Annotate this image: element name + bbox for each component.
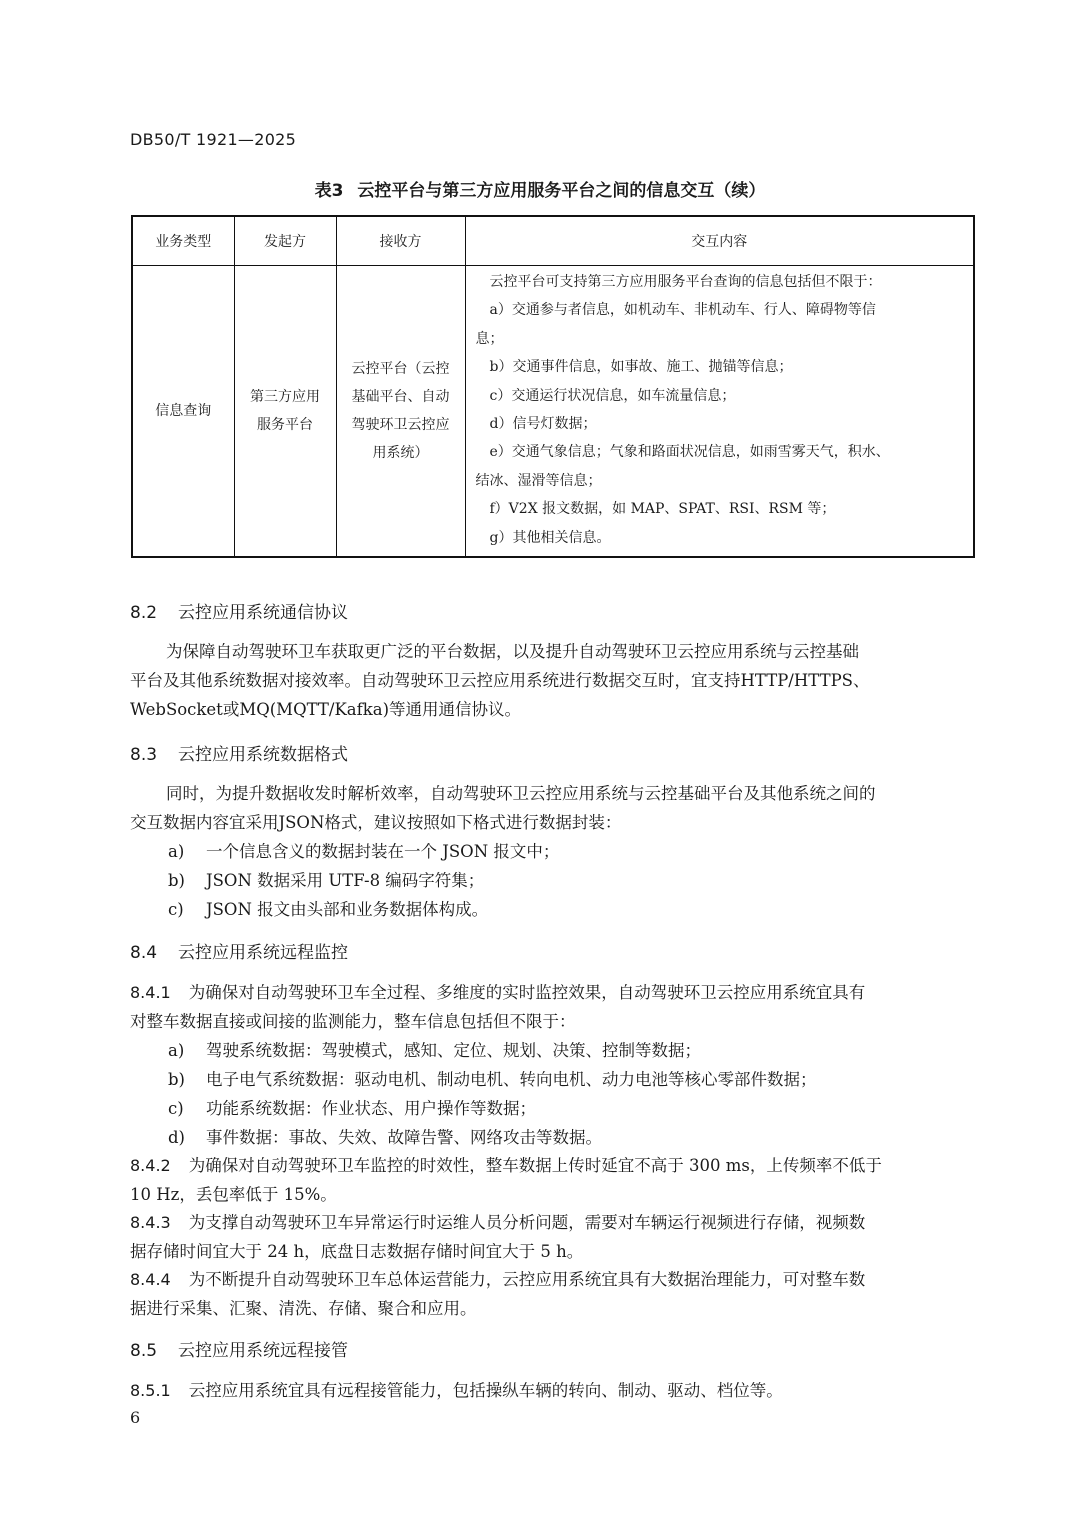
clause-text: 云控应用系统宜具有远程接管能力，包括操纵车辆的转向、制动、驱动、档位等。 [188,1381,783,1400]
header-business-type: 业务类型 [132,216,234,266]
content-line: g）其他相关信息。 [489,529,611,546]
paragraph-line: 据进行采集、汇聚、清洗、存储、聚合和应用。 [130,1299,477,1318]
content-line: f）V2X 报文数据，如 MAP、SPAT、RSI、RSM 等； [489,501,836,518]
list-marker: c) [168,900,184,919]
section-number: 8.5 [130,1341,158,1361]
paragraph-line: 为保障自动驾驶环卫车获取更广泛的平台数据，以及提升自动驾驶环卫云控应用系统与云控基础 [166,642,859,661]
list-marker: d) [168,1128,185,1147]
list-marker: a) [168,842,185,861]
section-heading-8-5 [130,1336,348,1361]
section-title: 云控应用系统通信协议 [178,603,348,623]
list-text: 一个信息含义的数据封装在一个 JSON 报文中； [206,842,560,861]
list-marker: b) [168,871,185,890]
list-text: 电子电气系统数据：驱动电机、制动电机、转向电机、动力电池等核心零部件数据； [206,1070,817,1089]
document-code-header: DB50/T 1921—2025 [130,130,297,149]
sender-line: 服务平台 [257,417,313,434]
section-number: 8.4 [130,943,158,963]
list-item [168,895,488,924]
list-item [168,866,484,895]
clause-text: 为不断提升自动驾驶环卫车总体运营能力，云控应用系统宜具有大数据治理能力，可对整车数 [188,1270,866,1289]
clause-8-4-4 [130,1265,978,1294]
list-text: 功能系统数据：作业状态、用户操作等数据； [206,1099,536,1118]
list-item [168,837,559,866]
clause-8-4-3 [130,1208,978,1237]
content-line: 云控平台可支持第三方应用服务平台查询的信息包括但不限于： [489,274,882,290]
clause-8-4-2 [130,1151,978,1180]
paragraph-line: 平台及其他系统数据对接效率。自动驾驶环卫云控应用系统进行数据交互时，宜支持HTTP/HTTPS、 [130,671,870,690]
list-text: JSON 数据采用 UTF-8 编码字符集； [206,871,485,890]
list-text: JSON 报文由头部和业务数据体构成。 [206,900,489,919]
paragraph-line: 据存储时间宜大于 24 h，底盘日志数据存储时间宜大于 5 h。 [130,1242,584,1261]
list-item [168,1123,602,1152]
clause-text: 为确保对自动驾驶环卫车监控的时效性，整车数据上传时延宜不高于 300 ms，上传频率不低于 [188,1156,882,1175]
clause-number: 8.5.1 [130,1381,171,1400]
clause-text: 为支撑自动驾驶环卫车异常运行时运维人员分析问题，需要对车辆运行视频进行存储，视频数 [188,1213,866,1232]
table-row [132,266,974,558]
section-title: 云控应用系统数据格式 [178,745,348,765]
list-text: 驾驶系统数据：驾驶模式，感知、定位、规划、决策、控制等数据； [206,1041,701,1060]
info-exchange-table [131,215,975,558]
paragraph-line: 对整车数据直接或间接的监测能力，整车信息包括但不限于： [130,1012,576,1031]
content-line: 结冰、湿滑等信息； [475,472,602,489]
content-line: d）信号灯数据； [489,416,597,433]
clause-text: 为确保对自动驾驶环卫车全过程、多维度的实时监控效果，自动驾驶环卫云控应用系统宜具有 [188,983,866,1002]
clause-number: 8.4.1 [130,983,171,1002]
paragraph-line: 同时，为提升数据收发时解析效率，自动驾驶环卫云控应用系统与云控基础平台及其他系统之间的 [166,784,876,803]
content-line: b）交通事件信息，如事故、施工、抛锚等信息； [489,359,793,376]
header-receiver: 接收方 [336,216,465,266]
content-line: c）交通运行状况信息，如车流量信息； [489,387,736,404]
section-number: 8.2 [130,603,158,623]
list-marker: b) [168,1070,185,1089]
clause-number: 8.4.2 [130,1156,171,1175]
section-heading-8-3 [130,740,348,765]
cell-business-type: 信息查询 [132,266,234,558]
section-number: 8.3 [130,745,158,765]
receiver-line: 驾驶环卫云控应 [351,417,450,434]
paragraph-line: 10 Hz，丢包率低于 15%。 [130,1185,337,1204]
receiver-line: 用系统） [372,445,429,462]
list-marker: c) [168,1099,184,1118]
cell-sender [234,266,336,558]
cell-content [465,266,974,558]
receiver-line: 云控平台（云控 [351,361,450,378]
content-line: a）交通参与者信息，如机动车、非机动车、行人、障碍物等信 [489,302,876,319]
list-text: 事件数据：事故、失效、故障告警、网络攻击等数据。 [206,1128,602,1147]
section-title: 云控应用系统远程接管 [178,1341,348,1361]
header-content: 交互内容 [465,216,974,266]
paragraph-line: 交互数据内容宜采用JSON格式，建议按照如下格式进行数据封装： [130,813,622,832]
list-item [168,1065,817,1094]
list-item [168,1094,536,1123]
content-line: e）交通气象信息；气象和路面状况信息，如雨雪雾天气，积水、 [489,444,890,461]
table-caption-number: 表3 [314,181,344,201]
table-caption-title: 云控平台与第三方应用服务平台之间的信息交互（续） [357,181,766,201]
content-line: 息； [475,330,504,347]
page-number: 6 [130,1408,141,1427]
table-header-row [132,216,974,266]
sender-line: 第三方应用 [250,389,320,406]
clause-8-4-1 [130,978,978,1007]
paragraph-line: WebSocket或MQ(MQTT/Kafka)等通用通信协议。 [130,700,522,719]
list-item [168,1036,701,1065]
section-heading-8-4 [130,938,348,963]
receiver-line: 基础平台、自动 [351,389,450,406]
section-heading-8-2 [130,598,348,623]
cell-receiver [336,266,465,558]
section-title: 云控应用系统远程监控 [178,943,348,963]
table-caption [0,176,1080,201]
list-marker: a) [168,1041,185,1060]
clause-8-5-1 [130,1376,978,1405]
clause-number: 8.4.4 [130,1270,171,1289]
clause-number: 8.4.3 [130,1213,171,1232]
header-sender: 发起方 [234,216,336,266]
